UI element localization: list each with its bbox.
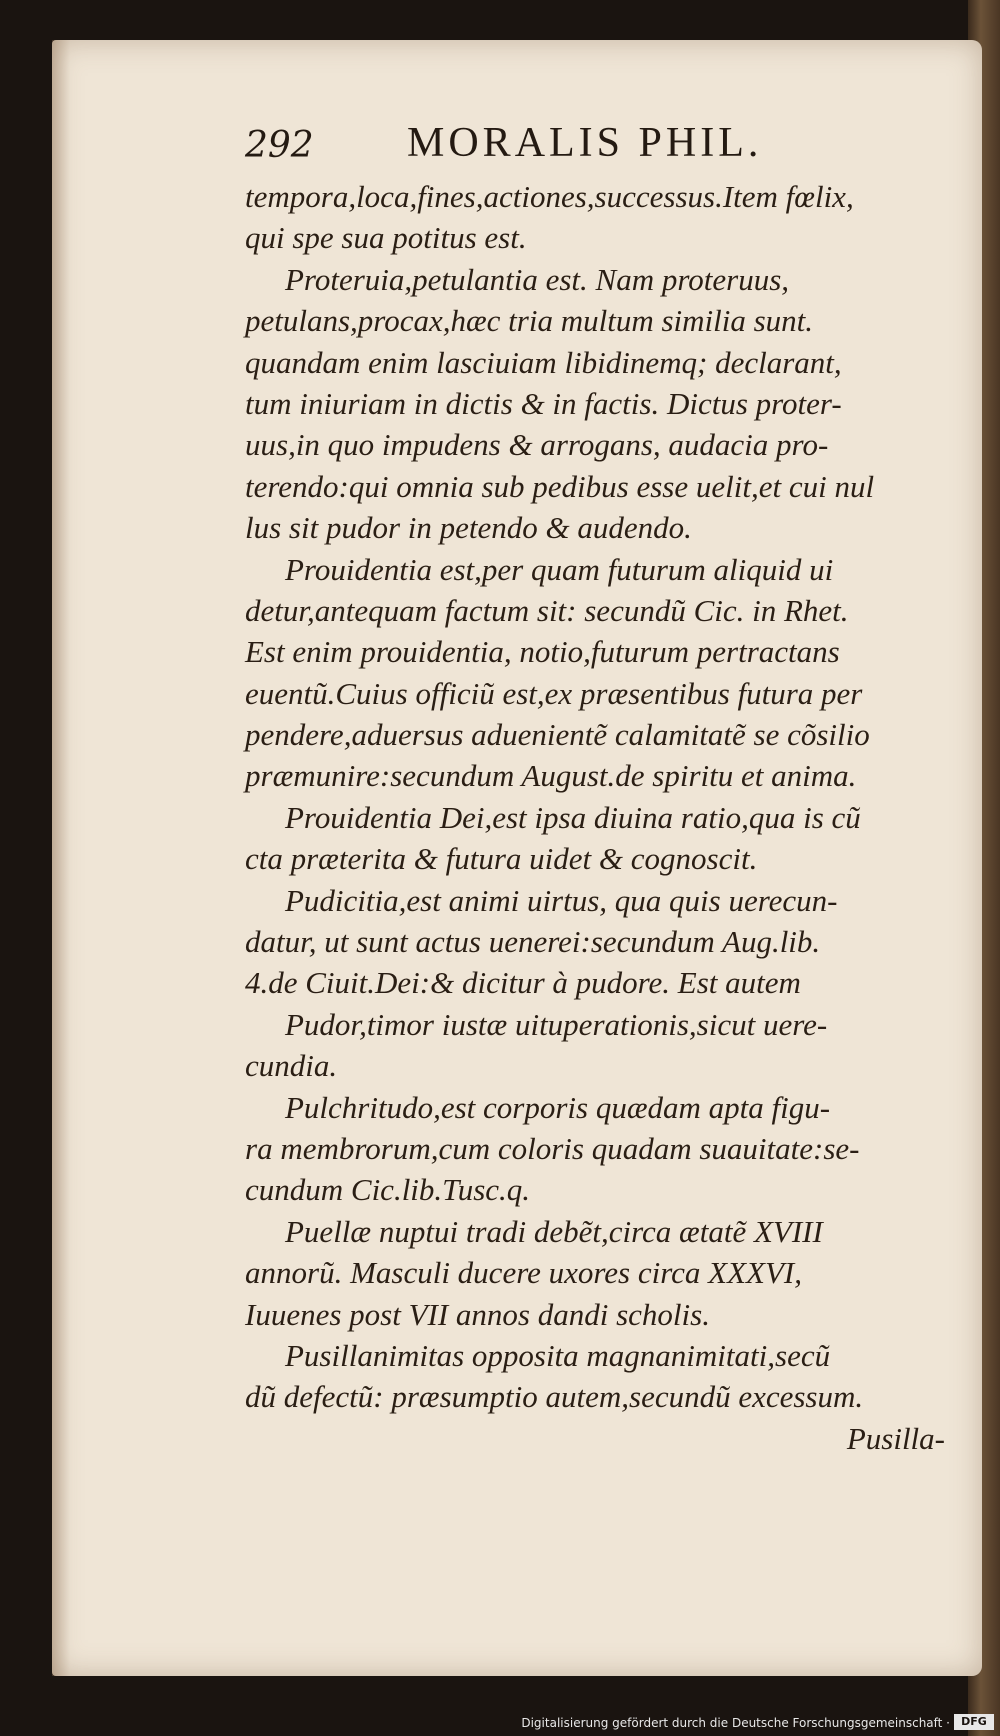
entry-heading-line: Prouidentia est,per quam futurum aliquid ui bbox=[285, 551, 834, 587]
text-line: terendo:qui omnia sub pedibus esse uelit,et cui nul bbox=[245, 468, 875, 504]
text-line: qui spe sua potitus est. bbox=[245, 220, 527, 256]
entry-heading-line: Proteruia,petulantia est. Nam proteruus, bbox=[285, 261, 790, 297]
text-line: euentũ.Cuius officiũ est,ex præsentibus futura per bbox=[245, 675, 863, 711]
text-line: 4.de Ciuit.Dei:& dicitur à pudore. Est autem bbox=[245, 965, 801, 1001]
catchword: Pusilla- bbox=[846, 1420, 945, 1456]
entry-heading-line: Pudicitia,est animi uirtus, qua quis uerecun- bbox=[285, 882, 838, 918]
text-line: ra membrorum,cum coloris quadam suauitate:se- bbox=[245, 1130, 860, 1166]
text-line: quandam enim lasciuiam libidinemq; declarant, bbox=[245, 344, 842, 380]
entry-heading-line: Pudor,timor iustæ uituperationis,sicut uere- bbox=[285, 1006, 828, 1042]
entry-heading-line: Pulchritudo,est corporis quædam apta figu- bbox=[285, 1089, 831, 1125]
text-line: datur, ut sunt actus uenerei:secundum Aug.lib. bbox=[245, 924, 821, 960]
text-line: detur,antequam factum sit: secundũ Cic. in Rhet. bbox=[245, 592, 849, 628]
text-line: cundia. bbox=[245, 1048, 338, 1084]
footer-credit: Digitalisierung gefördert durch die Deutsche Forschungsgemeinschaft · bbox=[521, 1716, 950, 1730]
page-body-text bbox=[245, 176, 945, 1459]
text-line: annorũ. Masculi ducere uxores circa XXXVI, bbox=[245, 1255, 802, 1291]
text-line: præmunire:secundum August.de spiritu et anima. bbox=[245, 758, 857, 794]
text-line: Est enim prouidentia, notio,futurum pertractans bbox=[245, 634, 840, 670]
running-head: MORALIS PHIL. bbox=[407, 120, 763, 166]
text-line: pendere,aduersus aduenientẽ calamitatẽ se cõsilio bbox=[245, 717, 870, 753]
entry-heading-line: Pusillanimitas opposita magnanimitati,secũ bbox=[285, 1337, 831, 1373]
page-number: 292 bbox=[245, 125, 314, 166]
text-line: tempora,loca,fines,actiones,successus.Item fœlix, bbox=[245, 179, 854, 214]
entry-heading-line: Prouidentia Dei,est ipsa diuina ratio,qua is cũ bbox=[285, 799, 861, 835]
text-line: Iuuenes post VII annos dandi scholis. bbox=[245, 1296, 710, 1332]
dfg-logo: DFG bbox=[954, 1714, 994, 1730]
text-line: uus,in quo impudens & arrogans, audacia pro- bbox=[245, 427, 829, 463]
text-line: dũ defectũ: præsumptio autem,secundũ excessum. bbox=[245, 1379, 864, 1415]
entry-heading-line: Puellæ nuptui tradi debẽt,circa ætatẽ XVIII bbox=[285, 1213, 823, 1249]
text-line: lus sit pudor in petendo & audendo. bbox=[245, 510, 692, 546]
digitization-footer bbox=[0, 1712, 1000, 1732]
text-line: cundum Cic.lib.Tusc.q. bbox=[245, 1172, 531, 1208]
text-line: petulans,procax,hæc tria multum similia sunt. bbox=[245, 303, 814, 339]
text-line: cta præterita & futura uidet & cognoscit. bbox=[245, 841, 758, 877]
page-gutter-shadow bbox=[52, 40, 70, 1676]
text-line: tum iniuriam in dictis & in factis. Dictus proter- bbox=[245, 385, 842, 421]
page-header bbox=[245, 115, 845, 175]
